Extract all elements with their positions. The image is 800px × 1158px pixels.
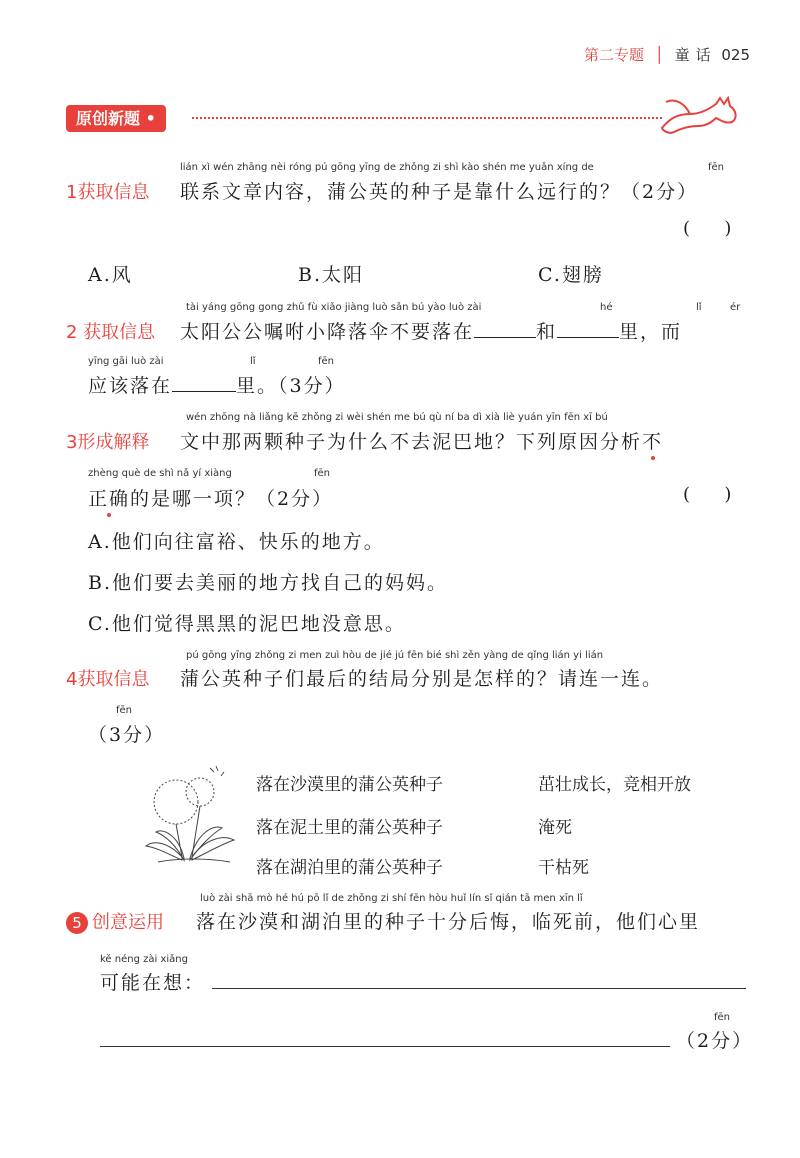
q2-blank-3[interactable] (172, 373, 236, 392)
question-1 (66, 177, 698, 204)
question-1-text: 联系文章内容，蒲公英的种子是靠什么远行的？（2分） (180, 181, 699, 203)
q4-pinyin: pú gōng yīng zhǒng zi men zuì hòu de jié jú fēn bié shì zěn yàng de qǐng lián yi lián (186, 650, 604, 661)
page-number: 025 (721, 46, 750, 64)
q3-line2-rest: 的是哪一项？（2分） (130, 488, 334, 510)
question-2-text: 太阳公公嘱咐小降落伞不要落在 (180, 321, 475, 343)
q2-line2-pinyin-li: lǐ (250, 356, 256, 367)
question-4-label: 4获取信息 (66, 669, 150, 690)
q1-pinyin-fen: fēn (708, 162, 725, 173)
q3-answer-paren[interactable]: ( ) (683, 484, 732, 505)
q5-line2: 可能在想： (100, 972, 206, 994)
q5-pinyin: luò zài shā mò hé hú pō lǐ de zhǒng zi shí fēn hòu huǐ lín sǐ qián tā men xīn lǐ (200, 893, 583, 904)
match-left-3[interactable]: 落在湖泊里的蒲公英种子 (256, 858, 443, 878)
question-3-text: 文中那两颗种子为什么不去泥巴地？下列原因分析 (180, 431, 643, 453)
q1-answer-paren[interactable]: ( ) (683, 218, 732, 239)
q2-blank-2[interactable] (557, 319, 619, 338)
q3-option-b[interactable]: B.他们要去美丽的地方找自己的妈妈。 (88, 572, 449, 594)
question-4-text: 蒲公英种子们最后的结局分别是怎样的？请连一连。 (180, 668, 664, 690)
q1-pinyin: lián xì wén zhāng nèi róng pú gōng yīng de zhǒng zi shì kào shén me yuǎn xíng de (180, 162, 594, 173)
q2-line2-b: 里。（3分） (236, 375, 346, 397)
q3-line2-pinyin: zhèng què de shì nǎ yí xiàng (88, 468, 232, 479)
q2-pinyin: tài yáng gōng gong zhǔ fù xiǎo jiàng luò sǎn bú yào luò zài (186, 302, 482, 313)
header-separator: │ (654, 46, 664, 64)
question-4 (66, 664, 663, 691)
q1-option-c[interactable]: C.翅膀 (538, 264, 604, 286)
q3-emphasis-bu: 不 (642, 431, 664, 453)
section-badge: 原创新题 • (66, 105, 166, 132)
q3-option-a[interactable]: A.他们向往富裕、快乐的地方。 (88, 531, 385, 553)
q3-line2-pinyin-fen: fēn (314, 468, 331, 479)
q1-option-a[interactable]: A.风 (88, 264, 133, 286)
section-badge-label: 原创新题 (76, 109, 141, 128)
header-topic: 第二专题 (583, 46, 644, 64)
q3-option-c[interactable]: C.他们觉得黑黑的泥巴地没意思。 (88, 613, 406, 635)
question-1-label: 1获取信息 (66, 182, 150, 203)
q2-line2-a: 应该落在 (88, 375, 173, 397)
q4-line2: （3分） (88, 724, 166, 746)
question-5-text: 落在沙漠和湖泊里的种子十分后悔，临死前，他们心里 (196, 911, 701, 933)
page-header (584, 44, 750, 65)
q2-line2-pinyin: yīng gāi luò zài (88, 356, 164, 367)
q3-line2 (88, 484, 333, 511)
cat-icon (660, 88, 750, 136)
q4-line2-pinyin-fen: fēn (116, 705, 133, 716)
q5-answer-line-1[interactable] (212, 988, 746, 989)
header-title: 童话 (674, 46, 717, 64)
q2-pinyin-li: lǐ (696, 302, 702, 313)
question-5-label: 5 创意运用 (66, 908, 196, 934)
match-left-1[interactable]: 落在沙漠里的蒲公英种子 (256, 775, 443, 795)
match-right-1[interactable]: 茁壮成长，竞相开放 (538, 775, 691, 795)
q5-line2-pinyin: kě néng zài xiǎng (100, 954, 188, 965)
q2-pinyin-er: ér (730, 302, 741, 313)
q3-emphasis-zhengque: 正确 (88, 488, 131, 510)
q2-line2 (88, 371, 346, 398)
question-2-label: 2 获取信息 (66, 322, 156, 343)
q2-he: 和 (536, 321, 558, 343)
question-3-label: 3形成解释 (66, 432, 150, 453)
q5-number-icon: 5 (66, 912, 88, 934)
q5-line3-pinyin-fen: fēn (714, 1012, 731, 1023)
q2-line2-pinyin-fen: fēn (318, 356, 335, 367)
q5-answer-line-2[interactable] (100, 1046, 670, 1047)
match-right-3[interactable]: 干枯死 (538, 858, 589, 878)
q5-score: （2分） (676, 1030, 754, 1052)
match-right-2[interactable]: 淹死 (538, 818, 572, 838)
match-left-2[interactable]: 落在泥土里的蒲公英种子 (256, 818, 443, 838)
dandelion-illustration (138, 762, 248, 872)
q2-blank-1[interactable] (474, 319, 536, 338)
question-5 (66, 907, 700, 934)
question-3 (66, 427, 663, 454)
q2-li-er: 里，而 (619, 321, 683, 343)
question-2 (66, 317, 682, 344)
q2-pinyin-he: hé (600, 302, 613, 313)
section-dotted-line (192, 117, 662, 119)
q3-pinyin: wén zhōng nà liǎng kē zhǒng zi wèi shén me bú qù ní ba dì xià liè yuán yīn fēn xī bú (186, 412, 608, 423)
q1-option-b[interactable]: B.太阳 (298, 264, 365, 286)
